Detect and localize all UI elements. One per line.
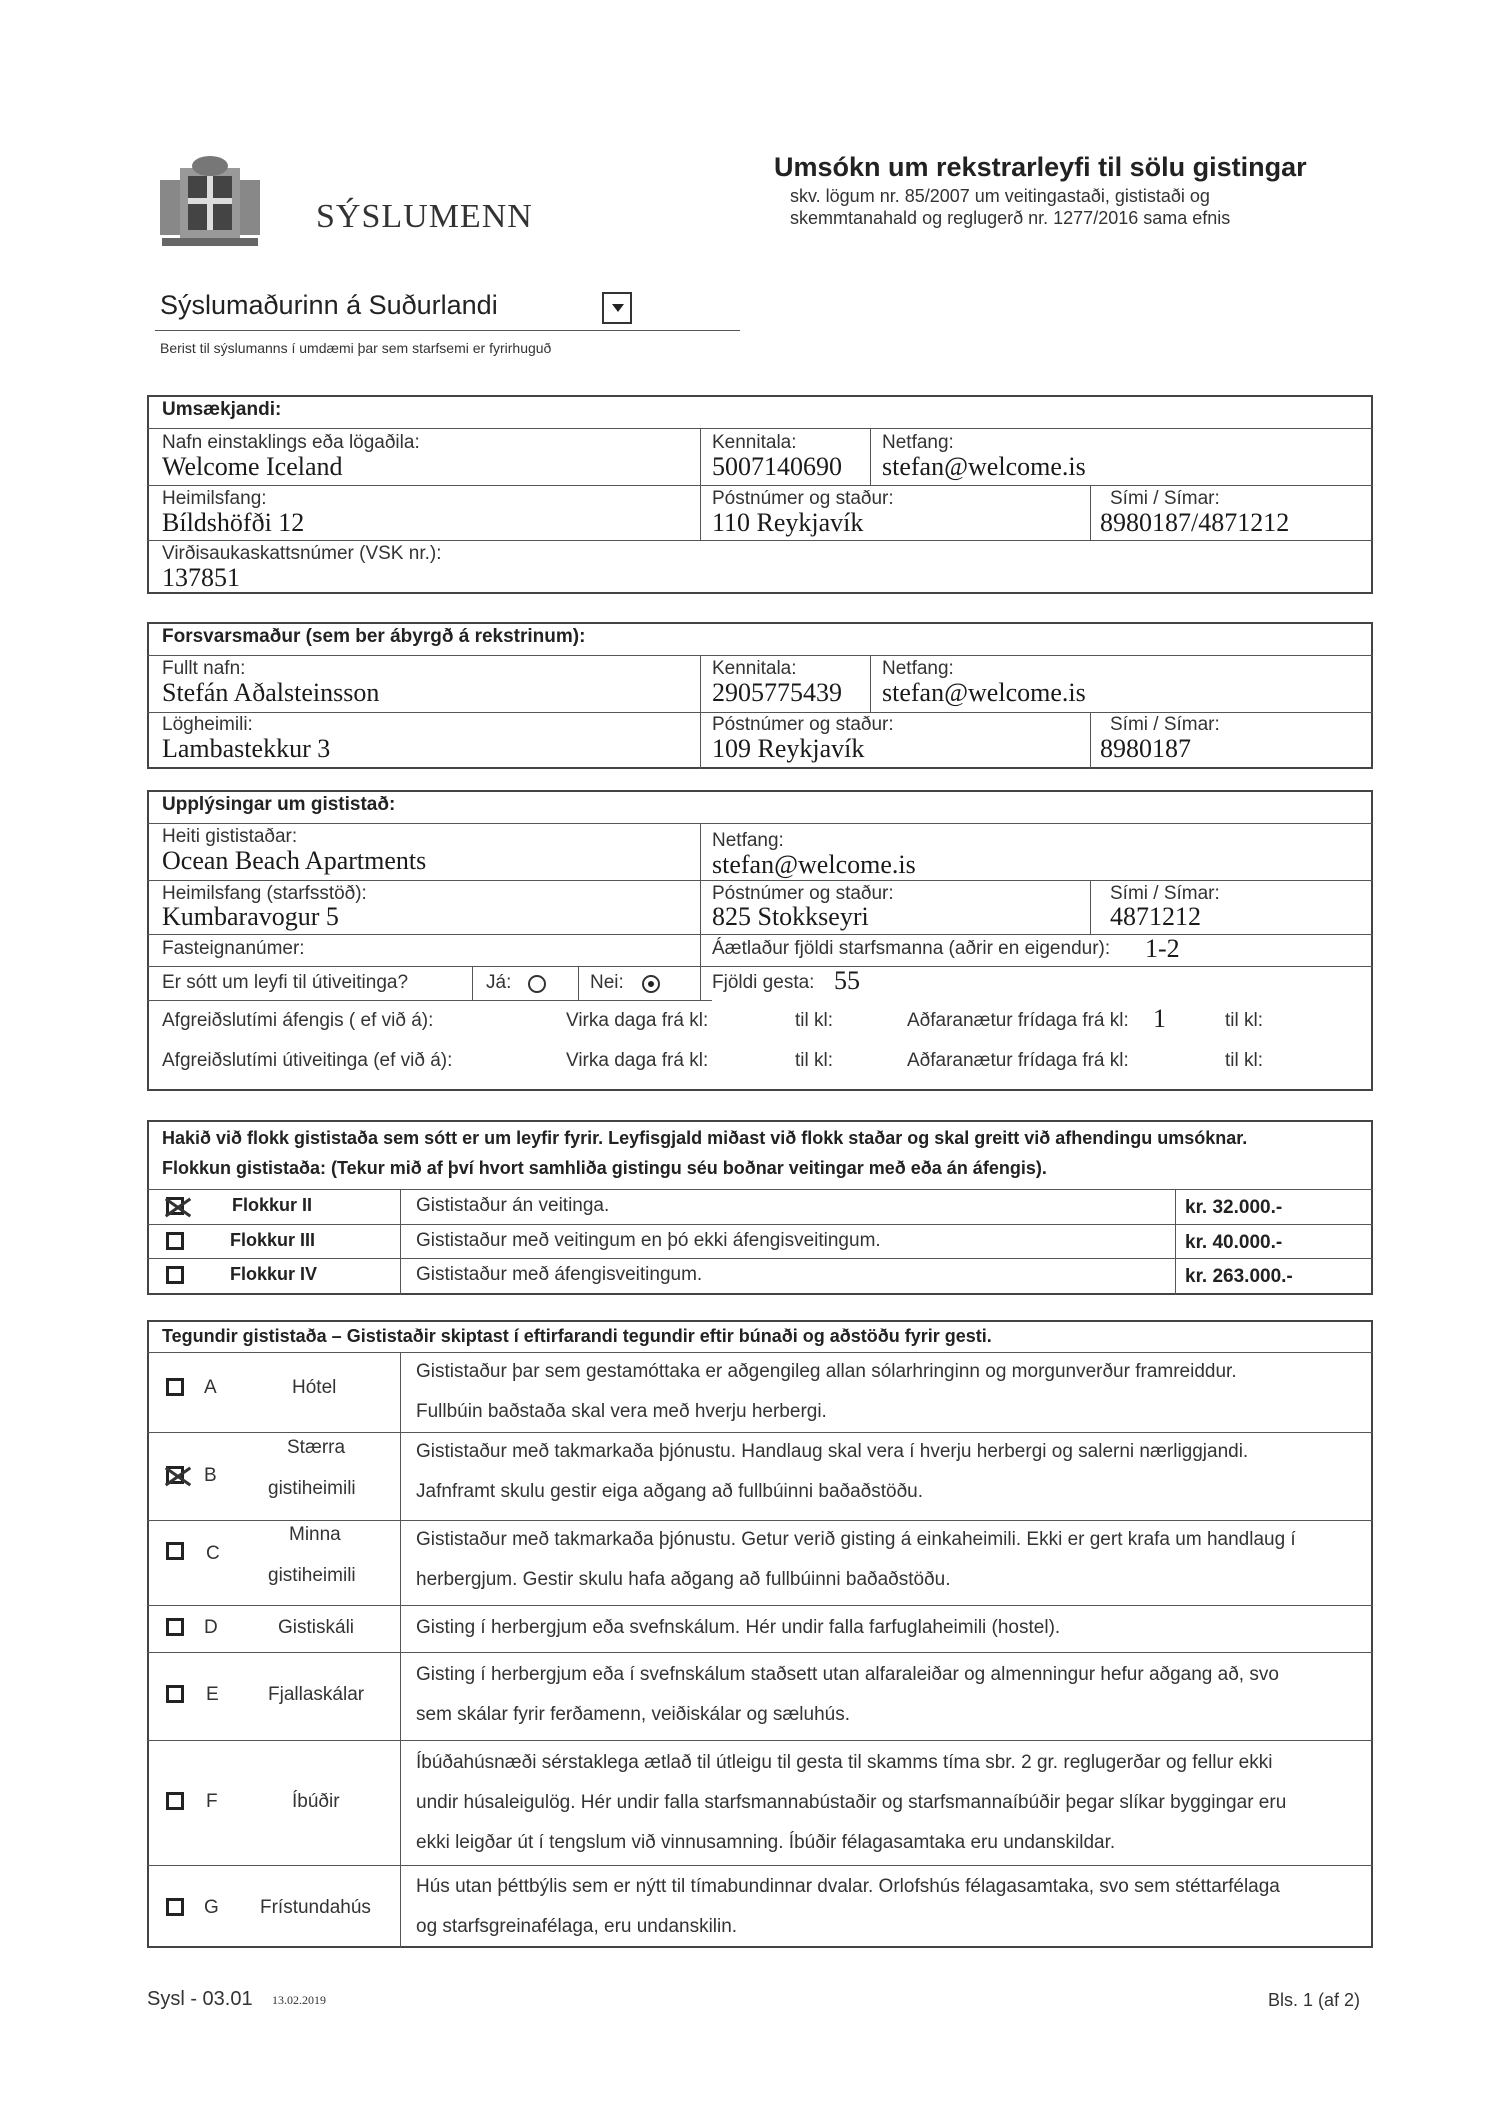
type-a-checkbox[interactable] <box>166 1378 184 1396</box>
applicant-email-label: Netfang: <box>882 432 954 453</box>
type-f-checkbox[interactable] <box>166 1792 184 1810</box>
applicant-email-value[interactable]: stefan@welcome.is <box>882 452 1086 481</box>
footer-page: Bls. 1 (af 2) <box>1268 1990 1361 2010</box>
alcohol-weekday-from-label: Virka daga frá kl: <box>566 1010 709 1031</box>
acc-address-value[interactable]: Kumbaravogur 5 <box>162 902 339 931</box>
type-e-checkbox[interactable] <box>166 1685 184 1703</box>
outdoor-hours-label: Afgreiðslutími útiveitinga (ef við á): <box>162 1050 453 1071</box>
outdoor-holiday-to-label: til kl: <box>1225 1050 1263 1071</box>
outdoor-yes-radio[interactable] <box>528 975 546 993</box>
org-name: SÝSLUMENN <box>316 198 533 235</box>
category-instruction-2: Flokkun gististaða: (Tekur mið af því hvort samhliða gistingu séu boðnar veitingar með eða án áfengis). <box>162 1158 1047 1178</box>
flokkur-ii-name: Flokkur II <box>232 1195 313 1215</box>
form-subtitle-2: skemmtanahald og reglugerð nr. 1277/2016 sama efnis <box>790 208 1231 228</box>
type-d-name: Gistiskáli <box>278 1617 355 1638</box>
manager-postal-value[interactable]: 109 Reykjavík <box>712 734 865 763</box>
outdoor-no-radio[interactable] <box>642 975 660 993</box>
applicant-phone-value[interactable]: 8980187/4871212 <box>1100 508 1290 537</box>
type-b-desc-1: Gististaður með takmarkaða þjónustu. Handlaug skal vera í hverju herbergi og salerni nærliggjandi. <box>416 1441 1249 1462</box>
acc-name-label: Heiti gististaðar: <box>162 826 298 847</box>
type-e-desc-1: Gisting í herbergjum eða í svefnskálum staðsett utan alfaraleiðar og almenningur hefur aðgang að, svo <box>416 1664 1279 1685</box>
outdoor-weekday-to-label: til kl: <box>795 1050 833 1071</box>
applicant-address-value[interactable]: Bíldshöfði 12 <box>162 508 305 537</box>
acc-address-label: Heimilsfang (starfsstöð): <box>162 883 367 904</box>
outdoor-holiday-from-label: Aðfaranætur frídaga frá kl: <box>907 1050 1129 1071</box>
type-b-name-1: Stærra <box>287 1437 346 1458</box>
manager-email-label: Netfang: <box>882 658 954 679</box>
manager-name-label: Fullt nafn: <box>162 658 246 679</box>
applicant-name-label: Nafn einstaklings eða lögaðila: <box>162 432 420 453</box>
flokkur-ii-fee: kr. 32.000.- <box>1185 1197 1283 1218</box>
footer-form-code: Sysl - 03.01 <box>147 1988 253 2010</box>
acc-staff-value[interactable]: 1-2 <box>1145 934 1180 963</box>
type-e-letter: E <box>206 1684 219 1705</box>
type-c-letter: C <box>206 1543 220 1564</box>
types-title: Tegundir gististaða – Gististaðir skiptast í eftirfarandi tegundir eftir búnaði og aðstöðu fyrir gesti. <box>162 1326 992 1346</box>
office-underline <box>155 330 740 331</box>
alcohol-hours-label: Afgreiðslutími áfengis ( ef við á): <box>162 1010 434 1031</box>
type-d-checkbox[interactable] <box>166 1618 184 1636</box>
applicant-title: Umsækjandi: <box>162 399 282 420</box>
applicant-postal-value[interactable]: 110 Reykjavík <box>712 508 864 537</box>
outdoor-weekday-from-label: Virka daga frá kl: <box>566 1050 709 1071</box>
type-a-desc-2: Fullbúin baðstaða skal vera með hverju herbergi. <box>416 1401 827 1422</box>
manager-email-value[interactable]: stefan@welcome.is <box>882 678 1086 707</box>
applicant-vsk-label: Virðisaukaskattsnúmer (VSK nr.): <box>162 543 442 564</box>
type-e-name: Fjallaskálar <box>268 1684 365 1705</box>
acc-staff-label: Áætlaður fjöldi starfsmanna (aðrir en eigendur): <box>712 938 1111 959</box>
type-a-desc-1: Gististaður þar sem gestamóttaka er aðgengileg allan sólarhringinn og morgunverður framreiddur. <box>416 1361 1237 1382</box>
accommodation-title: Upplýsingar um gististað: <box>162 794 396 815</box>
type-g-letter: G <box>204 1897 219 1918</box>
form-subtitle-1: skv. lögum nr. 85/2007 um veitingastaði, gististaði og <box>790 186 1210 206</box>
acc-outdoor-label: Er sótt um leyfi til útiveitinga? <box>162 972 409 993</box>
acc-email-label: Netfang: <box>712 830 784 851</box>
manager-phone-value[interactable]: 8980187 <box>1100 734 1191 763</box>
type-f-desc-2: undir húsaleigulög. Hér undir falla starfsmannabústaðir og starfsmannaíbúðir þegar slíkar byggingar eru <box>416 1792 1287 1813</box>
type-g-desc-2: og starfsgreinafélaga, eru undanskilin. <box>416 1916 738 1937</box>
acc-name-value[interactable]: Ocean Beach Apartments <box>162 846 427 875</box>
type-d-letter: D <box>204 1617 218 1638</box>
acc-yes-label: Já: <box>486 972 512 993</box>
office-dropdown-button[interactable] <box>602 292 632 324</box>
type-c-desc-2: herbergjum. Gestir skulu hafa aðgang að fullbúinni baðaðstöðu. <box>416 1569 951 1590</box>
type-g-name: Frístundahús <box>260 1897 371 1918</box>
flokkur-ii-desc: Gististaður án veitinga. <box>416 1195 610 1216</box>
type-c-name-2: gistiheimili <box>268 1565 356 1586</box>
applicant-name-value[interactable]: Welcome Iceland <box>162 452 343 481</box>
category-instruction-1: Hakið við flokk gististaða sem sótt er um leyfir fyrir. Leyfisgjald miðast við flokk staðar og skal greitt við afhendingu umsóknar. <box>162 1128 1248 1148</box>
footer-form-date: 13.02.2019 <box>272 1993 326 2007</box>
manager-kt-value[interactable]: 2905775439 <box>712 678 842 707</box>
manager-name-value[interactable]: Stefán Aðalsteinsson <box>162 678 380 707</box>
chevron-down-icon <box>612 304 624 312</box>
flokkur-iii-desc: Gististaður með veitingum en þó ekki áfengisveitingum. <box>416 1230 881 1251</box>
type-c-desc-1: Gististaður með takmarkaða þjónustu. Getur verið gisting á einkaheimili. Ekki er gert krafa um handlaug í <box>416 1529 1296 1550</box>
applicant-phone-label: Sími / Símar: <box>1110 488 1220 509</box>
acc-property-label: Fasteignanúmer: <box>162 938 305 959</box>
applicant-kt-value[interactable]: 5007140690 <box>712 452 842 481</box>
form-title: Umsókn um rekstrarleyfi til sölu gistingar <box>774 152 1307 182</box>
applicant-kt-label: Kennitala: <box>712 432 797 453</box>
manager-title: Forsvarsmaður (sem ber ábyrgð á rekstrinum): <box>162 626 586 647</box>
type-f-letter: F <box>206 1791 218 1812</box>
alcohol-holiday-from-label: Aðfaranætur frídaga frá kl: <box>907 1010 1129 1031</box>
flokkur-iv-checkbox[interactable] <box>166 1266 184 1284</box>
type-b-name-2: gistiheimili <box>268 1478 356 1499</box>
flokkur-iv-fee: kr. 263.000.- <box>1185 1266 1293 1287</box>
type-f-desc-3: ekki leigðar út í tengslum við vinnusamning. Íbúðir félagasamtaka eru undanskildar. <box>416 1832 1116 1853</box>
flokkur-iii-name: Flokkur III <box>230 1230 316 1250</box>
flokkur-ii-checkbox[interactable] <box>166 1197 184 1215</box>
applicant-address-label: Heimilsfang: <box>162 488 267 509</box>
manager-phone-label: Sími / Símar: <box>1110 714 1220 735</box>
alcohol-holiday-from-value[interactable]: 1 <box>1153 1004 1166 1033</box>
type-d-desc-1: Gisting í herbergjum eða svefnskálum. Hér undir falla farfuglaheimili (hostel). <box>416 1617 1061 1638</box>
manager-kt-label: Kennitala: <box>712 658 797 679</box>
type-f-name: Íbúðir <box>292 1791 340 1812</box>
office-note: Berist til sýslumanns í umdæmi þar sem starfsemi er fyrirhuguð <box>160 340 552 356</box>
acc-postal-value[interactable]: 825 Stokkseyri <box>712 902 869 931</box>
office-select-value: Sýslumaðurinn á Suðurlandi <box>160 290 498 320</box>
type-c-checkbox[interactable] <box>166 1542 184 1560</box>
type-g-checkbox[interactable] <box>166 1898 184 1916</box>
acc-guests-value[interactable]: 55 <box>834 966 860 995</box>
type-a-letter: A <box>204 1377 217 1398</box>
type-c-name-1: Minna <box>289 1524 341 1545</box>
type-b-letter: B <box>204 1465 217 1486</box>
applicant-vsk-value[interactable]: 137851 <box>162 563 240 592</box>
manager-home-label: Lögheimili: <box>162 714 253 735</box>
acc-phone-value[interactable]: 4871212 <box>1110 902 1201 931</box>
flokkur-iv-name: Flokkur IV <box>230 1264 318 1284</box>
flokkur-iii-checkbox[interactable] <box>166 1232 184 1250</box>
alcohol-holiday-to-label: til kl: <box>1225 1010 1263 1031</box>
flokkur-iii-fee: kr. 40.000.- <box>1185 1232 1283 1253</box>
type-b-checkbox[interactable] <box>166 1466 184 1484</box>
acc-email-value[interactable]: stefan@welcome.is <box>712 850 916 879</box>
manager-home-value[interactable]: Lambastekkur 3 <box>162 734 331 763</box>
type-e-desc-2: sem skálar fyrir ferðamenn, veiðiskálar og sæluhús. <box>416 1704 851 1725</box>
flokkur-iv-desc: Gististaður með áfengisveitingum. <box>416 1264 703 1285</box>
acc-no-label: Nei: <box>590 972 624 993</box>
manager-postal-label: Póstnúmer og staður: <box>712 714 894 735</box>
applicant-postal-label: Póstnúmer og staður: <box>712 488 894 509</box>
alcohol-weekday-to-label: til kl: <box>795 1010 833 1031</box>
type-g-desc-1: Hús utan þéttbýlis sem er nýtt til tímabundinnar dvalar. Orlofshús félagasamtaka, svo sem stéttarfélaga <box>416 1876 1280 1897</box>
acc-postal-label: Póstnúmer og staður: <box>712 883 894 904</box>
type-f-desc-1: Íbúðahúsnæði sérstaklega ætlað til útleigu til gesta til skamms tíma sbr. 2 gr. reglugerðar og fellur ekki <box>416 1752 1273 1773</box>
type-a-name: Hótel <box>292 1377 337 1398</box>
acc-phone-label: Sími / Símar: <box>1110 883 1220 904</box>
type-b-desc-2: Jafnframt skulu gestir eiga aðgang að fullbúinni baðaðstöðu. <box>416 1481 924 1502</box>
acc-guests-label: Fjöldi gesta: <box>712 972 815 993</box>
coat-of-arms-logo <box>150 150 270 250</box>
